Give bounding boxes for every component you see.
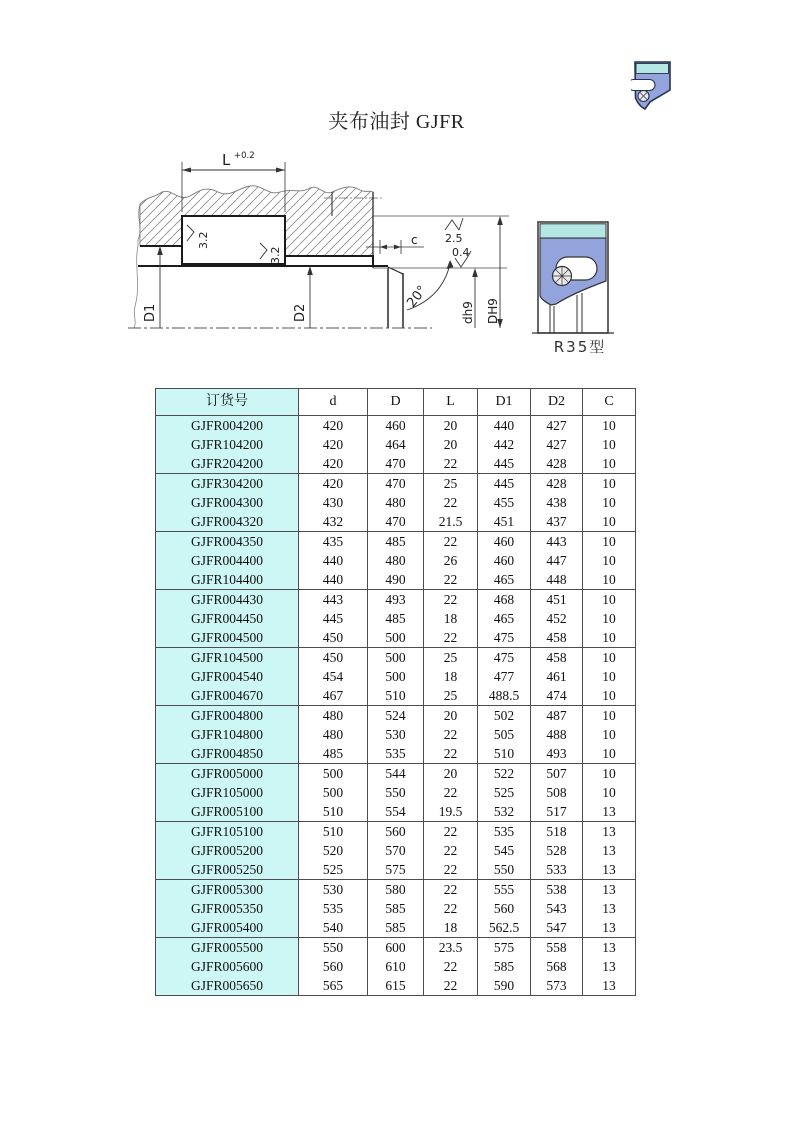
dim-cell: 442 bbox=[478, 435, 531, 454]
dim-cell: 493 bbox=[368, 590, 424, 610]
order-no-cell: GJFR004500 bbox=[156, 628, 299, 648]
order-no-cell: GJFR005650 bbox=[156, 976, 299, 996]
dim-cell: 615 bbox=[368, 976, 424, 996]
dim-cell: 488.5 bbox=[478, 686, 531, 706]
page-title: 夹布油封 GJFR bbox=[328, 111, 465, 133]
dim-cell: 475 bbox=[478, 628, 531, 648]
dim-cell: 440 bbox=[299, 570, 368, 590]
table-row bbox=[156, 454, 636, 474]
dim-cell: 13 bbox=[583, 822, 636, 842]
dim-cell: 22 bbox=[424, 860, 478, 880]
dim-cell: 558 bbox=[531, 938, 583, 958]
dim-cell: 517 bbox=[531, 802, 583, 822]
dim-cell: 10 bbox=[583, 551, 636, 570]
dim-cell: 435 bbox=[299, 532, 368, 552]
dim-cell: 440 bbox=[299, 551, 368, 570]
dim-cell: 524 bbox=[368, 706, 424, 726]
order-no-cell: GJFR005500 bbox=[156, 938, 299, 958]
dim-cell: 10 bbox=[583, 532, 636, 552]
table-row bbox=[156, 880, 636, 900]
dim-cell: 485 bbox=[368, 532, 424, 552]
dim-cell: 458 bbox=[531, 628, 583, 648]
order-no-cell: GJFR004200 bbox=[156, 416, 299, 436]
dim-cell: 470 bbox=[368, 474, 424, 494]
dim-cell: 10 bbox=[583, 667, 636, 686]
dim-cell: 420 bbox=[299, 416, 368, 436]
dim-cell: 500 bbox=[368, 628, 424, 648]
dim-cell: 10 bbox=[583, 570, 636, 590]
table-row bbox=[156, 570, 636, 590]
order-no-cell: GJFR304200 bbox=[156, 474, 299, 494]
dim-L-tolerance: +0.2 bbox=[234, 151, 255, 161]
dim-cell: 554 bbox=[368, 802, 424, 822]
dim-cell: 480 bbox=[299, 725, 368, 744]
dim-cell: 10 bbox=[583, 686, 636, 706]
dim-cell: 18 bbox=[424, 609, 478, 628]
dim-cell: 13 bbox=[583, 880, 636, 900]
dim-cell: 10 bbox=[583, 493, 636, 512]
dim-cell: 445 bbox=[478, 474, 531, 494]
dim-cell: 500 bbox=[368, 648, 424, 668]
dim-cell: 22 bbox=[424, 725, 478, 744]
dim-cell: 22 bbox=[424, 628, 478, 648]
dim-cell: 445 bbox=[299, 609, 368, 628]
dim-cell: 535 bbox=[478, 822, 531, 842]
dim-cell: 443 bbox=[299, 590, 368, 610]
dim-cell: 465 bbox=[478, 570, 531, 590]
order-no-cell: GJFR104400 bbox=[156, 570, 299, 590]
seal-lip bbox=[285, 256, 373, 266]
dim-cell: 20 bbox=[424, 416, 478, 436]
dim-cell: 10 bbox=[583, 783, 636, 802]
dim-cell: 22 bbox=[424, 590, 478, 610]
dim-cell: 10 bbox=[583, 590, 636, 610]
dim-cell: 528 bbox=[531, 841, 583, 860]
dim-cell: 510 bbox=[368, 686, 424, 706]
dim-cell: 538 bbox=[531, 880, 583, 900]
dim-cell: 437 bbox=[531, 512, 583, 532]
dim-cell: 540 bbox=[299, 918, 368, 938]
dim-cell: 510 bbox=[299, 822, 368, 842]
order-no-cell: GJFR105000 bbox=[156, 783, 299, 802]
table-row bbox=[156, 686, 636, 706]
dim-cell: 502 bbox=[478, 706, 531, 726]
table-row bbox=[156, 957, 636, 976]
dim-cell: 22 bbox=[424, 454, 478, 474]
dim-cell: 475 bbox=[478, 648, 531, 668]
size-table-body bbox=[156, 416, 636, 996]
dim-cell: 590 bbox=[478, 976, 531, 996]
dim-cell: 420 bbox=[299, 435, 368, 454]
dim-cell: 468 bbox=[478, 590, 531, 610]
dim-cell: 467 bbox=[299, 686, 368, 706]
dim-cell: 10 bbox=[583, 512, 636, 532]
dim-cell: 440 bbox=[478, 416, 531, 436]
order-no-cell: GJFR204200 bbox=[156, 454, 299, 474]
dim-cell: 465 bbox=[478, 609, 531, 628]
table-row bbox=[156, 648, 636, 668]
dim-cell: 420 bbox=[299, 474, 368, 494]
dim-cell: 550 bbox=[478, 860, 531, 880]
size-table-header bbox=[156, 389, 636, 416]
dim-cell: 530 bbox=[368, 725, 424, 744]
order-no-cell: GJFR004350 bbox=[156, 532, 299, 552]
order-no-cell: GJFR005100 bbox=[156, 802, 299, 822]
dim-cell: 13 bbox=[583, 938, 636, 958]
dim-cell: 568 bbox=[531, 957, 583, 976]
order-no-cell: GJFR004300 bbox=[156, 493, 299, 512]
order-no-cell: GJFR104800 bbox=[156, 725, 299, 744]
dim-cell: 480 bbox=[299, 706, 368, 726]
dim-cell: 438 bbox=[531, 493, 583, 512]
dim-cell: 20 bbox=[424, 764, 478, 784]
dim-cell: 518 bbox=[531, 822, 583, 842]
dim-cell: 13 bbox=[583, 802, 636, 822]
dim-cell: 460 bbox=[478, 532, 531, 552]
dim-cell: 10 bbox=[583, 648, 636, 668]
table-row bbox=[156, 435, 636, 454]
dim-cell: 560 bbox=[368, 822, 424, 842]
dim-cell: 10 bbox=[583, 416, 636, 436]
dim-cell: 544 bbox=[368, 764, 424, 784]
table-row bbox=[156, 667, 636, 686]
table-row bbox=[156, 918, 636, 938]
dim-cell: 530 bbox=[299, 880, 368, 900]
header-dim: D bbox=[368, 389, 424, 416]
dim-cell: 25 bbox=[424, 474, 478, 494]
dim-cell: 22 bbox=[424, 841, 478, 860]
table-row bbox=[156, 744, 636, 764]
dim-cell: 575 bbox=[368, 860, 424, 880]
header-dim: d bbox=[299, 389, 368, 416]
dim-dh9-label: dh9 bbox=[461, 301, 475, 324]
dim-cell: 452 bbox=[531, 609, 583, 628]
r35-band bbox=[540, 224, 606, 238]
dim-cell: 508 bbox=[531, 783, 583, 802]
table-row bbox=[156, 841, 636, 860]
dim-cell: 447 bbox=[531, 551, 583, 570]
dim-cell: 532 bbox=[478, 802, 531, 822]
dim-cell: 474 bbox=[531, 686, 583, 706]
dim-cell: 10 bbox=[583, 706, 636, 726]
table-row bbox=[156, 725, 636, 744]
dim-cell: 451 bbox=[478, 512, 531, 532]
dim-cell: 22 bbox=[424, 957, 478, 976]
table-row bbox=[156, 976, 636, 996]
dim-cell: 20 bbox=[424, 435, 478, 454]
order-no-cell: GJFR005350 bbox=[156, 899, 299, 918]
dim-cell: 22 bbox=[424, 493, 478, 512]
dim-cell: 13 bbox=[583, 976, 636, 996]
dim-cell: 25 bbox=[424, 686, 478, 706]
dim-cell: 522 bbox=[478, 764, 531, 784]
dim-cell: 432 bbox=[299, 512, 368, 532]
dim-cell: 13 bbox=[583, 899, 636, 918]
order-no-cell: GJFR004850 bbox=[156, 744, 299, 764]
dim-cell: 573 bbox=[531, 976, 583, 996]
dim-c-label: c bbox=[411, 233, 418, 247]
dim-cell: 460 bbox=[368, 416, 424, 436]
dim-cell: 22 bbox=[424, 532, 478, 552]
dim-cell: 477 bbox=[478, 667, 531, 686]
dim-cell: 490 bbox=[368, 570, 424, 590]
order-no-cell: GJFR004670 bbox=[156, 686, 299, 706]
header-dim: L bbox=[424, 389, 478, 416]
dim-cell: 535 bbox=[368, 744, 424, 764]
dim-cell: 20 bbox=[424, 706, 478, 726]
dim-cell: 22 bbox=[424, 899, 478, 918]
dim-cell: 493 bbox=[531, 744, 583, 764]
table-row bbox=[156, 551, 636, 570]
table-row bbox=[156, 512, 636, 532]
dim-cell: 550 bbox=[299, 938, 368, 958]
dim-cell: 485 bbox=[368, 609, 424, 628]
dim-cell: 600 bbox=[368, 938, 424, 958]
dim-cell: 10 bbox=[583, 628, 636, 648]
dim-cell: 480 bbox=[368, 493, 424, 512]
dim-D2-label: D2 bbox=[293, 303, 308, 322]
dim-cell: 22 bbox=[424, 880, 478, 900]
dim-cell: 445 bbox=[478, 454, 531, 474]
dim-cell: 10 bbox=[583, 435, 636, 454]
dim-cell: 427 bbox=[531, 435, 583, 454]
order-no-cell: GJFR004320 bbox=[156, 512, 299, 532]
dim-cell: 585 bbox=[478, 957, 531, 976]
table-row bbox=[156, 493, 636, 512]
seal-cross-section-r35 bbox=[525, 205, 635, 337]
dim-cell: 10 bbox=[583, 609, 636, 628]
dim-cell: 450 bbox=[299, 628, 368, 648]
dim-cell: 448 bbox=[531, 570, 583, 590]
table-row bbox=[156, 899, 636, 918]
dim-cell: 488 bbox=[531, 725, 583, 744]
order-no-cell: GJFR005600 bbox=[156, 957, 299, 976]
table-row bbox=[156, 532, 636, 552]
r35-type-label: R35型 bbox=[553, 338, 607, 356]
dim-cell: 575 bbox=[478, 938, 531, 958]
table-row bbox=[156, 860, 636, 880]
header-dim: D1 bbox=[478, 389, 531, 416]
dim-cell: 480 bbox=[368, 551, 424, 570]
dim-cell: 570 bbox=[368, 841, 424, 860]
order-no-cell: GJFR005000 bbox=[156, 764, 299, 784]
dim-cell: 560 bbox=[478, 899, 531, 918]
roughness-04-label: 0.4 bbox=[452, 246, 470, 259]
order-no-cell: GJFR005200 bbox=[156, 841, 299, 860]
dim-cell: 507 bbox=[531, 764, 583, 784]
table-row bbox=[156, 609, 636, 628]
order-no-cell: GJFR004450 bbox=[156, 609, 299, 628]
order-no-cell: GJFR004400 bbox=[156, 551, 299, 570]
dim-cell: 13 bbox=[583, 841, 636, 860]
table-row bbox=[156, 706, 636, 726]
dim-cell: 487 bbox=[531, 706, 583, 726]
dim-cell: 543 bbox=[531, 899, 583, 918]
table-row bbox=[156, 938, 636, 958]
order-no-cell: GJFR005250 bbox=[156, 860, 299, 880]
table-row bbox=[156, 416, 636, 436]
dim-cell: 464 bbox=[368, 435, 424, 454]
order-no-cell: GJFR104200 bbox=[156, 435, 299, 454]
dim-cell: 565 bbox=[299, 976, 368, 996]
dim-cell: 428 bbox=[531, 454, 583, 474]
dim-cell: 547 bbox=[531, 918, 583, 938]
table-row bbox=[156, 628, 636, 648]
dim-cell: 555 bbox=[478, 880, 531, 900]
dim-cell: 454 bbox=[299, 667, 368, 686]
size-table bbox=[155, 388, 636, 996]
dim-cell: 455 bbox=[478, 493, 531, 512]
dim-cell: 26 bbox=[424, 551, 478, 570]
dim-cell: 470 bbox=[368, 454, 424, 474]
dim-L-label: L bbox=[222, 151, 231, 169]
dim-cell: 461 bbox=[531, 667, 583, 686]
dim-cell: 562.5 bbox=[478, 918, 531, 938]
order-no-cell: GJFR104500 bbox=[156, 648, 299, 668]
order-no-cell: GJFR004540 bbox=[156, 667, 299, 686]
dim-cell: 610 bbox=[368, 957, 424, 976]
table-row bbox=[156, 590, 636, 610]
dim-cell: 420 bbox=[299, 454, 368, 474]
dim-cell: 510 bbox=[478, 744, 531, 764]
dim-cell: 450 bbox=[299, 648, 368, 668]
dim-cell: 10 bbox=[583, 725, 636, 744]
dim-cell: 22 bbox=[424, 570, 478, 590]
order-no-cell: GJFR005400 bbox=[156, 918, 299, 938]
dim-cell: 525 bbox=[299, 860, 368, 880]
dim-cell: 580 bbox=[368, 880, 424, 900]
dim-cell: 13 bbox=[583, 860, 636, 880]
dim-cell: 430 bbox=[299, 493, 368, 512]
table-row bbox=[156, 822, 636, 842]
dim-cell: 22 bbox=[424, 744, 478, 764]
header-order-no: 订货号 bbox=[156, 389, 299, 416]
table-row bbox=[156, 802, 636, 822]
dim-cell: 10 bbox=[583, 764, 636, 784]
dim-cell: 13 bbox=[583, 957, 636, 976]
roughness-25-label: 2.5 bbox=[445, 232, 463, 245]
dim-cell: 22 bbox=[424, 822, 478, 842]
dim-cell: 10 bbox=[583, 474, 636, 494]
dim-cell: 460 bbox=[478, 551, 531, 570]
dim-cell: 427 bbox=[531, 416, 583, 436]
dim-cell: 19.5 bbox=[424, 802, 478, 822]
dim-cell: 451 bbox=[531, 590, 583, 610]
header-dim: C bbox=[583, 389, 636, 416]
dim-cell: 560 bbox=[299, 957, 368, 976]
dim-cell: 510 bbox=[299, 802, 368, 822]
dim-D1-label: D1 bbox=[143, 303, 158, 322]
dim-cell: 505 bbox=[478, 725, 531, 744]
dim-cell: 535 bbox=[299, 899, 368, 918]
dim-cell: 533 bbox=[531, 860, 583, 880]
dim-cell: 485 bbox=[299, 744, 368, 764]
order-no-cell: GJFR105100 bbox=[156, 822, 299, 842]
installation-drawing bbox=[110, 146, 520, 364]
dim-cell: 500 bbox=[368, 667, 424, 686]
dim-cell: 585 bbox=[368, 899, 424, 918]
dim-cell: 525 bbox=[478, 783, 531, 802]
roughness-32-bottom: 3.2 bbox=[269, 246, 282, 264]
dim-cell: 428 bbox=[531, 474, 583, 494]
table-row bbox=[156, 764, 636, 784]
dim-cell: 13 bbox=[583, 918, 636, 938]
dim-cell: 25 bbox=[424, 648, 478, 668]
table-row bbox=[156, 474, 636, 494]
dim-cell: 470 bbox=[368, 512, 424, 532]
dim-cell: 23.5 bbox=[424, 938, 478, 958]
table-row bbox=[156, 783, 636, 802]
dim-DH9-label: DH9 bbox=[486, 298, 500, 324]
dim-cell: 545 bbox=[478, 841, 531, 860]
roughness-32-front: 3.2 bbox=[197, 231, 210, 249]
dim-cell: 585 bbox=[368, 918, 424, 938]
angle-20-label: 20° bbox=[404, 283, 431, 311]
header-dim: D2 bbox=[531, 389, 583, 416]
order-no-cell: GJFR004800 bbox=[156, 706, 299, 726]
dim-cell: 10 bbox=[583, 454, 636, 474]
dim-cell: 550 bbox=[368, 783, 424, 802]
dim-cell: 18 bbox=[424, 667, 478, 686]
dim-cell: 458 bbox=[531, 648, 583, 668]
dim-cell: 18 bbox=[424, 918, 478, 938]
dim-cell: 443 bbox=[531, 532, 583, 552]
dim-cell: 10 bbox=[583, 744, 636, 764]
order-no-cell: GJFR005300 bbox=[156, 880, 299, 900]
dim-cell: 500 bbox=[299, 783, 368, 802]
dim-cell: 520 bbox=[299, 841, 368, 860]
dim-cell: 21.5 bbox=[424, 512, 478, 532]
dim-cell: 500 bbox=[299, 764, 368, 784]
order-no-cell: GJFR004430 bbox=[156, 590, 299, 610]
dim-cell: 22 bbox=[424, 976, 478, 996]
dim-cell: 22 bbox=[424, 783, 478, 802]
